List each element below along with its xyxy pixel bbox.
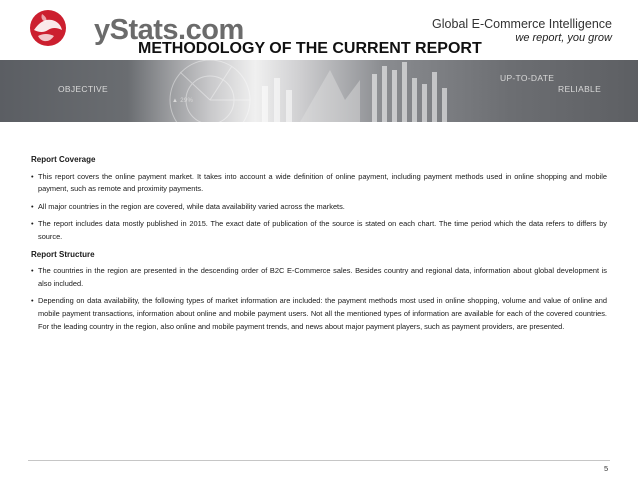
globe-logo-icon (28, 8, 68, 48)
banner-label-up-to-date: UP-TO-DATE (500, 73, 555, 83)
bullet-item: • The report includes data mostly published in 2015. The exact date of publication of the source is stated on each chart. The time period which the data refers to differs by source. (31, 218, 607, 243)
header (0, 0, 638, 60)
section-report-coverage (31, 154, 607, 244)
page-title: METHODOLOGY OF THE CURRENT REPORT (138, 40, 482, 57)
tagline-main: Global E-Commerce Intelligence (432, 17, 612, 31)
header-banner (0, 60, 638, 122)
bullet-item: • This report covers the online payment market. It takes into account a wide definition of online payment, including payment methods used in online shopping and mobile payment, such as remote and proximity payments. (31, 171, 607, 196)
bullet-item: • The countries in the region are presented in the descending order of B2C E-Commerce sales. Besides country and regional data, information about global development is also included. (31, 265, 607, 290)
section-report-structure (31, 249, 607, 334)
banner-label-objective: OBJECTIVE (58, 84, 108, 94)
report-content (31, 154, 607, 338)
banner-chart-tag: ▲ 29% (172, 98, 194, 104)
footer-divider (28, 460, 610, 461)
banner-label-reliable: RELIABLE (558, 84, 602, 94)
bullet-item: • Depending on data availability, the following types of market information are included: the payment methods most used in online shopping, volume and value of online and mobile payment transactions, information about online and mobile payment users. Not all the mentioned types of information are available for each of the covered countries. For the leading country in the region, also online and mobile payment trends, and news about major payment players, such as payment providers, are presented. (31, 295, 607, 333)
brand-name: yStats.com (94, 14, 244, 46)
tagline-sub: we report, you grow (515, 32, 612, 44)
section-heading: Report Structure (31, 249, 95, 259)
section-heading: Report Coverage (31, 155, 96, 164)
page-number: 5 (604, 464, 609, 473)
bullet-item: • All major countries in the region are covered, while data availability varied across the markets. (31, 201, 607, 214)
